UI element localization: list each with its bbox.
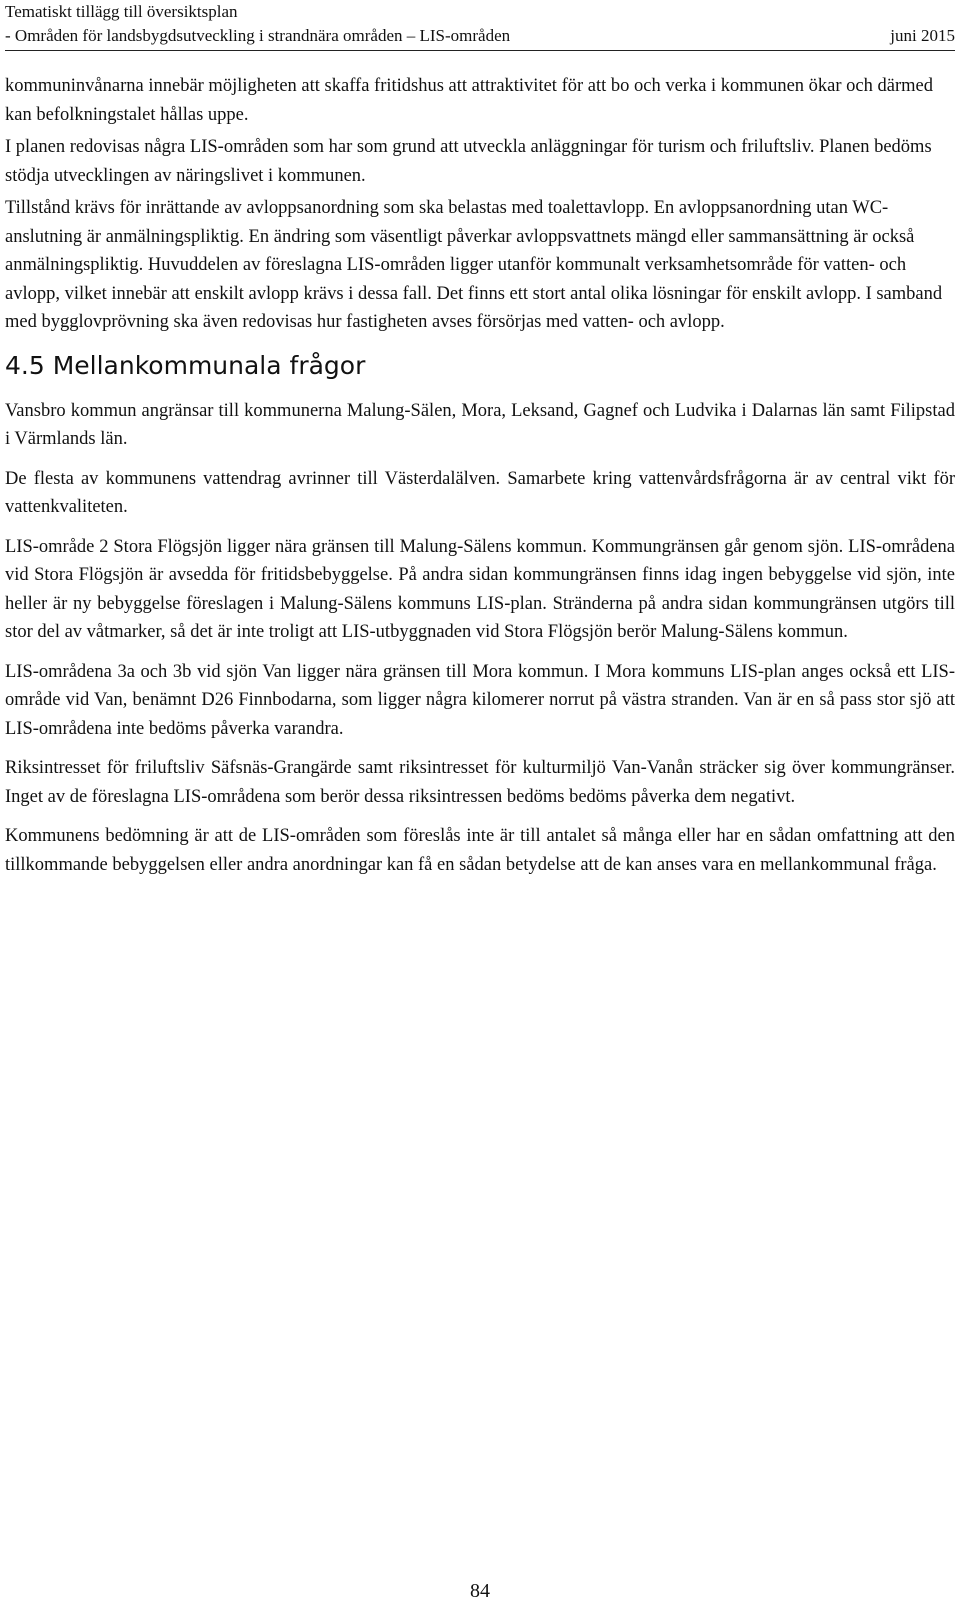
- document-title: Tematiskt tillägg till översiktsplan: [5, 2, 238, 21]
- paragraph-turism: I planen redovisas några LIS-områden som har som grund att utveckla anläggningar för turism och friluftsliv. Planen bedöms stödja utvecklingen av näringslivet i kommunen.: [5, 137, 932, 186]
- header-divider: [5, 50, 955, 51]
- document-subtitle: - Områden för landsbygdsutveckling i strandnära områden – LIS-områden: [5, 26, 511, 45]
- page-content: [5, 72, 955, 890]
- paragraph-attraktivitet: kommuninvånarna innebär möjligheten att skaffa fritidshus att attraktivitet för att bo och verka i kommunen ökar och därmed kan befolkningstalet hållas uppe.: [5, 76, 933, 125]
- paragraph-bedomning: Kommunens bedömning är att de LIS-områden som föreslås inte är till antalet så många eller har en sådan omfattning att den tillkommande bebyggelsen eller andra anordningar kan få en sådan betydelse att de kan anses vara en mellankommunal fråga.: [5, 826, 955, 875]
- document-date: juni 2015: [890, 26, 955, 45]
- header-subtitle-row: [5, 24, 955, 48]
- page-header: [5, 0, 955, 48]
- paragraph-stora-flogsjon: LIS-område 2 Stora Flögsjön ligger nära gränsen till Malung-Sälens kommun. Kommungränsen går genom sjön. LIS-områdena vid Stora Flögsjön är avsedda för fritidsbebyggelse. På andra sidan kommungränsen finns idag ingen bebyggelse vid sjön, inte heller är ny bebyggelse föreslagen i Malung-Sälens kommuns LIS-plan. Stränderna på andra sidan kommungränsen utgörs till stor del av våtmarker, så det är inte troligt att LIS-utbyggnaden vid Stora Flögsjön berör Malung-Sälens kommun.: [5, 536, 955, 642]
- paragraph-grannkommuner: Vansbro kommun angränsar till kommunerna Malung-Sälen, Mora, Leksand, Gagnef och Ludvika i Dalarnas län samt Filipstad i Värmlands län.: [5, 400, 955, 449]
- paragraph-vattendrag: De flesta av kommunens vattendrag avrinner till Västerdalälven. Samarbete kring vattenvårdsfrågorna är av central vikt för vattenkvaliteten.: [5, 468, 955, 517]
- paragraph-sjon-van: LIS-områdena 3a och 3b vid sjön Van ligger nära gränsen till Mora kommun. I Mora kommuns LIS-plan anges också ett LIS-område vid Van, benämnt D26 Finnbodarna, som ligger några kilomerer norrut på västra stranden. Van är en så pass stor sjö att LIS-områdena inte bedöms påverka varandra.: [5, 661, 955, 739]
- page-number: 84: [470, 1580, 490, 1602]
- paragraph-riksintressen: Riksintresset för friluftsliv Säfsnäs-Grangärde samt riksintresset för kulturmiljö Van-Vanån sträcker sig över kommungränser. Inget av de föreslagna LIS-områdena som berör dessa riksintressen bedöms bedöms påverka dem negativt.: [5, 758, 955, 807]
- section-heading: 4.5 Mellankommunala frågor: [5, 350, 366, 380]
- paragraph-avlopp: Tillstånd krävs för inrättande av avloppsanordning som ska belastas med toalettavlopp. En avloppsanordning utan WC-anslutning är anmälningspliktig. En ändring som väsentligt påverkar avloppsvattnets mängd eller sammansättning är också anmälningspliktig. Huvuddelen av föreslagna LIS-områden ligger utanför kommunalt verksamhetsområde för vatten- och avlopp, vilket innebär att enskilt avlopp krävs i dessa fall. Det finns ett stort antal olika lösningar för enskilt avlopp. I samband med bygglovprövning ska även redovisas hur fastigheten avses försörjas med vatten- och avlopp.: [5, 198, 943, 332]
